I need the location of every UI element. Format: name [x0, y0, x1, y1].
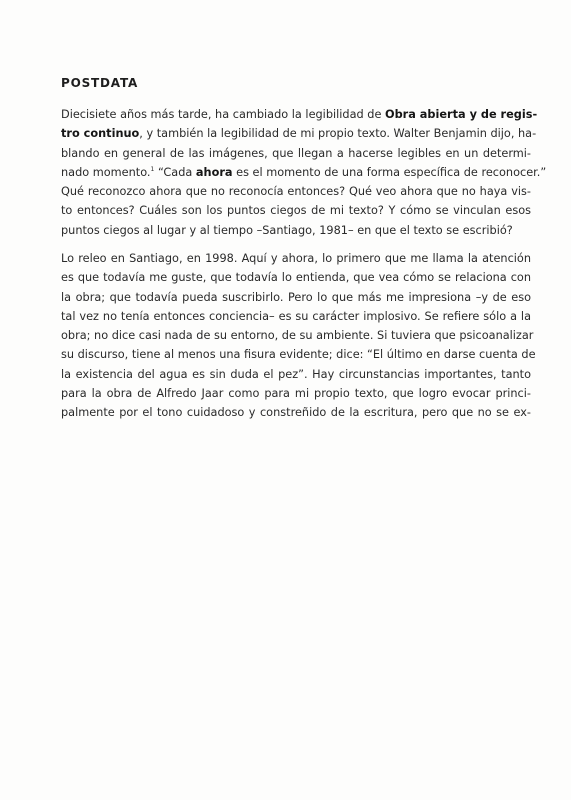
text-run: es el momento de una forma específica de reconocer.”: [232, 165, 547, 179]
text-run: , y también la legibilidad de mi propio texto. Walter Benjamin dijo, ha-: [139, 127, 537, 141]
work-title-bold: Obra abierta y de regis-: [384, 108, 538, 121]
work-title-bold: tro continuo: [61, 127, 140, 141]
text-line: la existencia del agua es sin duda el pez”. Hay circunstancias importantes, tanto: [61, 367, 531, 381]
text-line: Lo releo en Santiago, en 1998. Aquí y ahora, lo primero que me llama la atención: [61, 252, 531, 265]
text-line: [61, 105, 538, 124]
paragraph-1: [61, 105, 547, 240]
text-line: [61, 124, 537, 143]
text-line: Qué reconozco ahora que no reconocía entonces? Qué veo ahora que no haya vis-: [61, 185, 531, 199]
text-line: para la obra de Alfredo Jaar como para mi propio texto, que logro evocar princi-: [61, 387, 531, 401]
text-line: la obra; que todavía pueda suscribirlo. Pero lo que más me impresiona –y de eso: [61, 290, 531, 304]
text-line: blando en general de las imágenes, que llegan a hacerse legibles en un determi-: [61, 146, 531, 160]
section-heading: POSTDATA: [61, 76, 139, 90]
text-run: Diecisiete años más tarde, ha cambiado la legibilidad de: [61, 108, 385, 121]
text-line: to entonces? Cuáles son los puntos ciegos de mi texto? Y cómo se vinculan esos: [61, 204, 531, 218]
text-run: nado momento.: [61, 165, 151, 179]
paragraph-2: [61, 249, 536, 423]
text-line: [61, 163, 547, 182]
text-line: palmente por el tono cuidadoso y constreñido de la escritura, pero que no se ex-: [61, 406, 531, 420]
text-line: su discurso, tiene al menos una fisura evidente; dice: “El último en darse cuenta de: [61, 348, 536, 362]
text-line: tal vez no tenía entonces conciencia– es su carácter implosivo. Se refiere sólo a la: [61, 309, 531, 323]
text-line: es que todavía me guste, que todavía lo entienda, que vea cómo se relaciona con: [61, 271, 531, 285]
footnote-marker: 1: [150, 166, 155, 174]
text-run: “Cada: [154, 165, 196, 179]
emphasis-bold: ahora: [195, 165, 233, 179]
text-line: puntos ciegos al lugar y al tiempo –Santiago, 1981– en que el texto se escribió?: [61, 223, 513, 237]
text-line: obra; no dice casi nada de su entorno, de su ambiente. Si tuviera que psicoanalizar: [61, 329, 534, 343]
